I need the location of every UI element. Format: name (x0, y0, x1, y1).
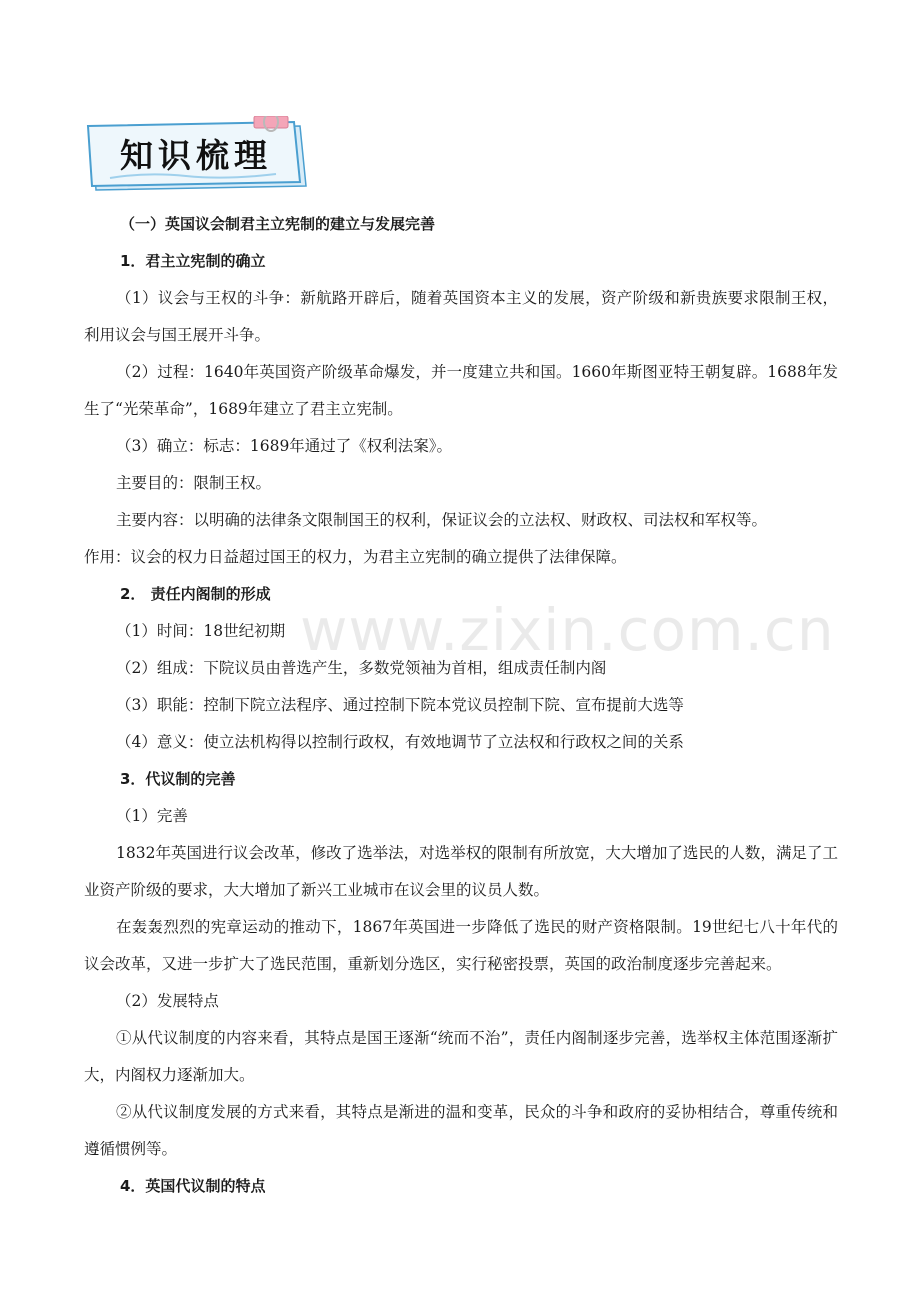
paragraph: 作用：议会的权力日益超过国王的权力，为君主立宪制的确立提供了法律保障。 (84, 548, 627, 566)
paragraph: （2）过程：1640年英国资产阶级革命爆发，并一度建立共和国。1660年斯图亚特王朝复辟。1688年发生了“光荣革命”，1689年建立了君主立宪制。 (84, 363, 838, 418)
paragraph: 在轰轰烈烈的宪章运动的推动下，1867年英国进一步降低了选民的财产资格限制。19世纪七八十年代的议会改革，又进一步扩大了选民范围，重新划分选区，实行秘密投票，英国的政治制度逐步完善起来。 (84, 918, 838, 973)
section-heading: （一）英国议会制君主立宪制的建立与发展完善 (120, 215, 436, 233)
paragraph: （2）发展特点 (116, 992, 219, 1010)
section-banner (86, 116, 312, 194)
paragraph: 主要目的：限制王权。 (116, 474, 272, 492)
watermark: www.zixin.com.cn (300, 596, 835, 664)
paragraph: ②从代议制度发展的方式来看，其特点是渐进的温和变革，民众的斗争和政府的妥协相结合，尊重传统和遵循惯例等。 (84, 1103, 838, 1158)
subsection-heading: 2． 责任内阁制的形成 (120, 585, 271, 603)
subsection-heading: 4．英国代议制的特点 (120, 1177, 266, 1195)
document-body (84, 206, 838, 1205)
subsection-heading: 1．君主立宪制的确立 (120, 252, 266, 270)
paragraph: （3）确立：标志：1689年通过了《权利法案》。 (116, 437, 453, 455)
paragraph: （1）时间：18世纪初期 (116, 622, 286, 640)
paragraph: （4）意义：使立法机构得以控制行政权，有效地调节了立法权和行政权之间的关系 (116, 733, 684, 751)
banner-title: 知识梳理 (120, 136, 272, 175)
paragraph: 1832年英国进行议会改革，修改了选举法，对选举权的限制有所放宽，大大增加了选民的人数，满足了工业资产阶级的要求，大大增加了新兴工业城市在议会里的议员人数。 (84, 844, 838, 899)
paragraph: （1）完善 (116, 807, 188, 825)
paragraph: 主要内容：以明确的法律条文限制国王的权利，保证议会的立法权、财政权、司法权和军权等。 (116, 511, 768, 529)
subsection-heading: 3．代议制的完善 (120, 770, 236, 788)
paragraph: （2）组成：下院议员由普选产生，多数党领袖为首相，组成责任制内阁 (116, 659, 607, 677)
paragraph: （3）职能：控制下院立法程序、通过控制下院本党议员控制下院、宣布提前大选等 (116, 696, 684, 714)
paragraph: （1）议会与王权的斗争：新航路开辟后，随着英国资本主义的发展，资产阶级和新贵族要求限制王权，利用议会与国王展开斗争。 (84, 289, 838, 344)
paragraph: ①从代议制度的内容来看，其特点是国王逐渐“统而不治”，责任内阁制逐步完善，选举权主体范围逐渐扩大，内阁权力逐渐加大。 (84, 1029, 838, 1084)
